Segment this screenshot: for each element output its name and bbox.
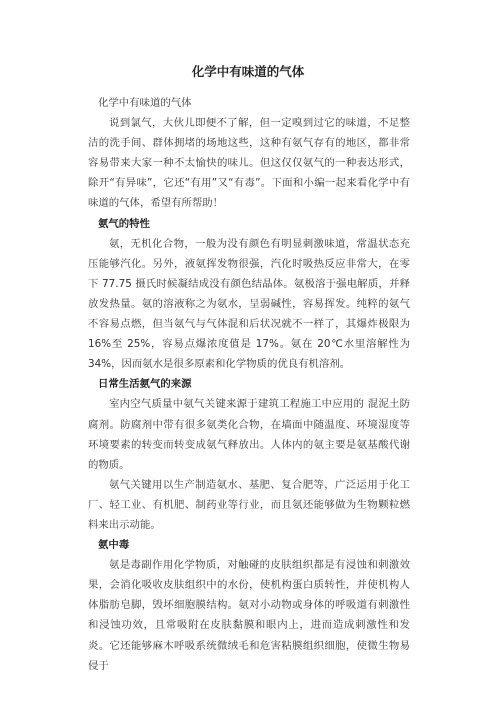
document-body	[88, 93, 410, 676]
section-heading-properties: 氨气的特性	[98, 217, 150, 230]
paragraph-intro: 说到氯气，大伙儿即便不了解，但一定嗅到过它的味道，不足整洁的洗手间、群体拥堵的场地这些，这种有氨气存有的地区，都非常容易带来大家一种不太愉快的味儿。但这仅仅氨气的一种表达形式，除开“有异味”，它还“有用”又“有毒”。下面和小编一起来看化学中有味道的气体，希望有所帮助！	[88, 117, 410, 210]
document-subtitle: 化学中有味道的气体	[98, 97, 192, 109]
paragraph-poisoning: 氨是毒副作用化学物质，对触碰的皮肤组织都是有浸蚀和刺激效果，会消化吸收皮肤组织中的水份，使机构蛋白质转性，并使机构人体脂肪皂脚，毁坏细胞膜结构。氨对小动物或身体的呼吸道有刺激性和浸蚀功效，且常吸附在皮肤黏膜和眼内上，进而造成刺激性和发炎。它还能够麻木呼吸系统微绒毛和危害粘膜组织细胞，使微生物易侵于	[88, 559, 410, 672]
document-title: 化学中有味道的气体	[191, 64, 305, 79]
paragraph-sources-uses: 氨气关键用以生产制造氨水、基肥、复合肥等，广泛运用于化工厂、轻工业、有机肥、制药业等行业，而且氨还能够做为生物颗粒燃料来出示动能。	[88, 478, 410, 531]
section-heading-sources: 日常生活氨气的来源	[98, 378, 192, 391]
section-heading-poisoning: 氨中毒	[98, 539, 130, 552]
paragraph-properties: 氨，无机化合物，一般为没有颜色有明显刺激味道，常温状态充压能够汽化。另外，液氨挥发物很强，汽化时吸热反应非常大，在零下 77.75 摄氏时候凝结成没有颜色结晶体。氨极溶于强电解质，并释放发热量。氨的溶液称之为氨水，呈弱碱性，容易挥发。纯粹的氨气不容易点燃，但当氨气与气体混和后状况就不一样了，其爆炸极限为 16%至 25%，容易点爆浓度值是 17%。氨在 20℃水里溶解性为 34%，因而氨水是很多原素和化学物质的优良有机溶剂。	[88, 237, 410, 371]
paragraph-sources-indoor: 室内空气质量中氨气关键来源于建筑工程施工中应用的 混泥土防腐剂。防腐剂中带有很多氨类化合物，在墙面中随温度、环境湿度等环境要素的转变而转变成氨气释放出。人体内的氨主要是氨基酸代谢的物质。	[88, 398, 410, 471]
